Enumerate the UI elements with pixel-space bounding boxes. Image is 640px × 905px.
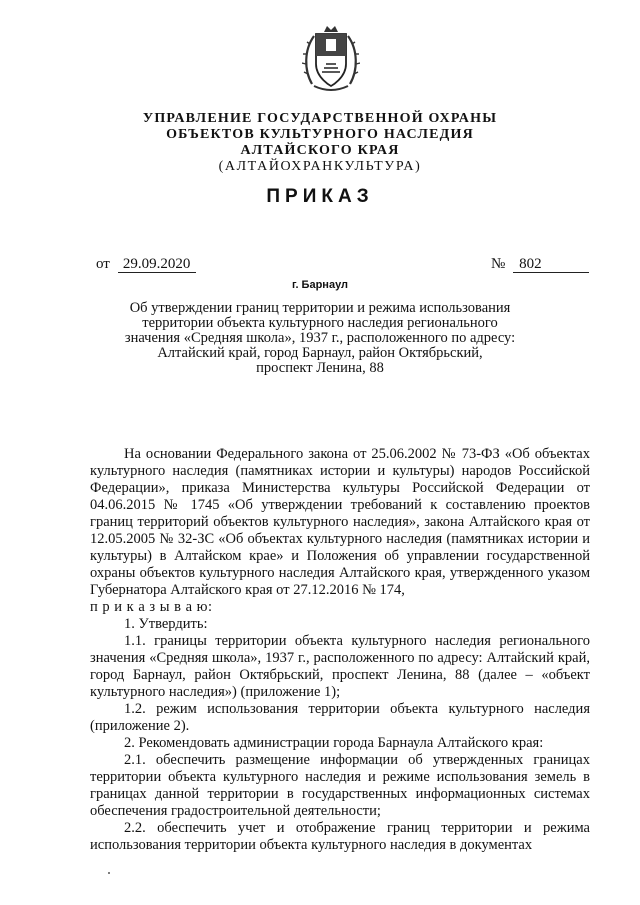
order-word: п р и к а з ы в а ю: [90,599,213,615]
org-short-name: (АЛТАЙОХРАНКУЛЬТУРА) [218,159,422,174]
number-prefix: № [491,256,506,272]
document-type-title: ПРИКАЗ [266,186,374,207]
date-block [96,256,196,273]
document-date: 29.09.2020 [118,257,196,273]
subject-line-3: значения «Средняя школа», 1937 г., расположенного по адресу: [124,330,516,346]
org-name-line-3: АЛТАЙСКОГО КРАЯ [240,143,400,158]
item-2: 2. Рекомендовать администрации города Барнаула Алтайского края: [124,735,544,751]
document-subject [110,301,530,376]
document-body [90,446,590,854]
item-2-2: 2.2. обеспечить учет и отображение границ территории и режима использования территории объекта культурного наследия в документах [90,820,590,853]
preamble-paragraph: На основании Федерального закона от 25.06.2002 № 73-ФЗ «Об объектах культурного наследия (памятниках истории и культуры) народов Российской Федерации», приказа Министерства культуры Российской Федерации от 04.06.2015 № 1745 «Об утверждении требований к составлению проектов границ территорий объектов культурного наследия», закона Алтайского края от 12.05.2005 № 32-ЗС «Об объектах культурного наследия (памятниках истории и культуры) в Алтайском крае» и Положения об управлении государственной охраны объектов культурного наследия Алтайского края, утвержденного указом Губернатора Алтайского края от 27.12.2016 № 174, [90,446,590,598]
subject-line-5: проспект Ленина, 88 [256,360,384,376]
item-1: 1. Утвердить: [124,616,208,632]
number-block [491,256,589,273]
org-name-line-2: ОБЪЕКТОВ КУЛЬТУРНОГО НАСЛЕДИЯ [166,127,474,142]
item-1-1: 1.1. границы территории объекта культурного наследия регионального значения «Средняя школа», 1937 г., расположенного по адресу: Алтайский край, город Барнаул, район Октябрьский, проспект Ленина, 88 (далее – «объект культурного наследия») (приложение 1); [90,633,590,700]
date-prefix: от [96,256,110,272]
org-name-line-1: УПРАВЛЕНИЕ ГОСУДАРСТВЕННОЙ ОХРАНЫ [142,111,498,126]
city-label: г. Барнаул [291,279,349,291]
subject-line-2: территории объекта культурного наследия регионального [142,315,498,331]
item-2-1: 2.1. обеспечить размещение информации об утвержденных границах территории объекта культурного наследия и режиме использования земель в границах данной территории в государственных информационных системах обеспечения градостроительной деятельности; [90,752,590,819]
subject-line-1: Об утверждении границ территории и режима использования [129,300,511,316]
subject-line-4: Алтайский край, город Барнаул, район Октябрьский, [157,345,483,361]
scan-mark [108,872,110,874]
document-number: 802 [513,257,589,273]
coat-of-arms-icon [302,24,360,94]
item-1-2: 1.2. режим использования территории объекта культурного наследия (приложение 2). [90,701,590,734]
